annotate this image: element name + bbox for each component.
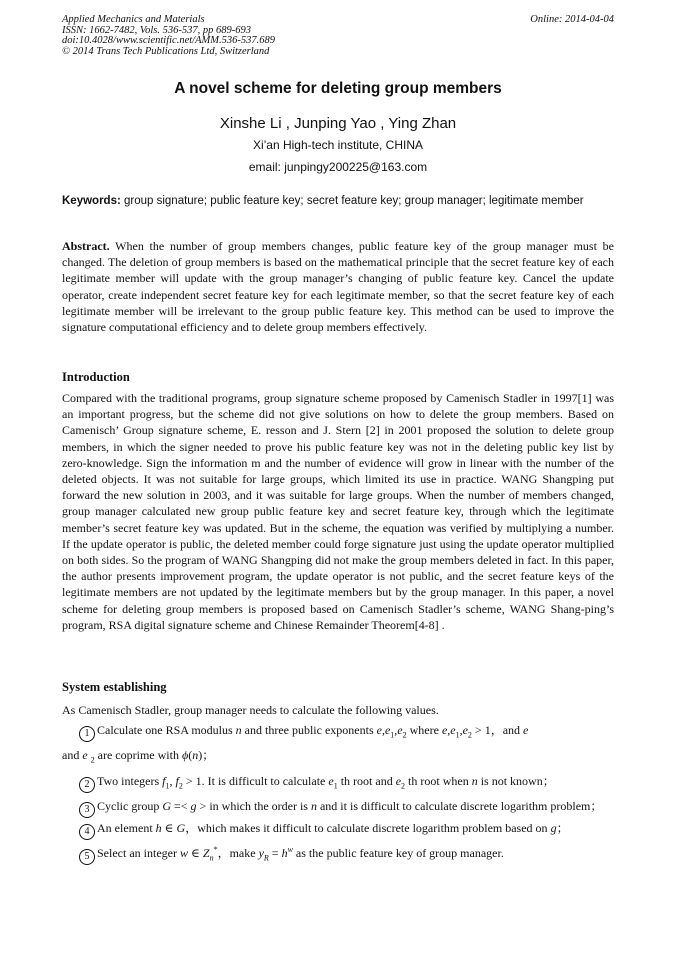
keywords-label: Keywords: (62, 195, 121, 207)
author-list: Xinshe Li , Junping Yao , Ying Zhan (219, 115, 457, 132)
introduction-heading: Introduction (62, 370, 130, 384)
list-item: 2 Two integers $f_1$, $f_2 > 1$. It is difficult to calculate $e_1$ th root and $e_2$ th root when n is not known； (62, 771, 614, 796)
introduction-text: Compared with the traditional programs, group signature scheme proposed by Camenisch Stadler in 1997[1] was an important progress, but the scheme did not give solutions on how to delete the group members. Based on Camenisch’ Group signature scheme, E. resson and J. Stern [2] in 2001 proposed the solution to delete group members, in which the signer needed to prove his public feature key was not in the deleting public key list by zero-knowledge. Sign the information m and the number of evidence will grow in linear with the number of the deleted objects. It was not suitable for large groups, which limited its use in practice. WANG Shangping put forward the new solution in 2003, and it was suitable for large groups. When the number of members changed, group manager calculated new group public feature key and secret feature key, through which the legitimate member’s secret feature key was updated. But in the scheme, the equation was verified by multiplying a number. If the update operator is public, the deleted member could forge signature just using the update operator multiplied on both sides. So the program of WANG Shangping did not make the group members deleted in fact. In this paper, the author presents improvement program, the update operator is not public, and the secret feature keys of the legitimate members are not updated by the legitimate members but by the group manager. In this paper, a novel scheme for deleting group members is proposed based on Camenisch Stadler’s scheme, WANG Shang-ping’s program, RSA digital signature scheme and Chinese Remainder Theorem[4-8] . (62, 391, 614, 632)
keywords-text: group signature; public feature key; secret feature key; group manager; legitimate member (120, 195, 584, 207)
copyright-line: © 2014 Trans Tech Publications Ltd, Switzerland (62, 45, 270, 57)
system-body (62, 700, 614, 869)
abstract-label: Abstract. (62, 239, 110, 253)
keywords (62, 194, 614, 208)
online-date: Online: 2014-04-04 (530, 14, 614, 25)
system-intro: As Camenisch Stadler, group manager needs to calculate the following values. (62, 703, 439, 717)
journal-name: Applied Mechanics and Materials (62, 14, 205, 25)
list-item: 5 Select an integer w ∈ $Z_n^*$，make $y_R = h^w$ as the public feature key of group manager. (62, 840, 614, 868)
affiliation: Xi’an High-tech institute, CHINA (252, 138, 424, 152)
system-heading: System establishing (62, 680, 167, 694)
item-number: 4 (79, 824, 95, 840)
list-item: 1 Calculate one RSA modulus n and three public exponents $e,e_1,e_2$ where $e,e_1,e_2 > 1$，and e (62, 720, 614, 745)
item-number: 2 (79, 777, 95, 793)
list-item: 4 An element h ∈ G，which makes it difficult to calculate discrete logarithm problem based on g； (62, 818, 614, 840)
doi-line: doi:10.4028/www.scientific.net/AMM.536-537.689 (62, 35, 275, 47)
list-item-continuation: and e $_2$ are coprime with ϕ(n)； (62, 748, 215, 765)
item-number: 1 (79, 726, 95, 742)
abstract-text: When the number of group members changes, public feature key of the group manager must be changed. The deletion of group members is based on the mathematical principle that the secret feature key of each legitimate member will update with the group manager’s changing of public feature key. Cancel the update operator, create independent secret feature key for each legitimate member, so that the secret feature key of each legitimate member will be irrelevant to the group public feature key. This method can be used to improve the signature computational efficiency and to delete group members effectively. (62, 239, 614, 335)
paper-title: A novel scheme for deleting group members (174, 80, 502, 97)
item-number: 3 (79, 802, 95, 818)
item-number: 5 (79, 849, 95, 865)
email: email: junpingy200225@163.com (248, 160, 428, 174)
issn-line: ISSN: 1662-7482, Vols. 536-537, pp 689-693 (62, 24, 251, 36)
running-header (62, 15, 614, 57)
list-item: 3 Cyclic group G =< g > in which the order is n and it is difficult to calculate discrete logarithm problem； (62, 796, 614, 818)
abstract (62, 238, 614, 335)
